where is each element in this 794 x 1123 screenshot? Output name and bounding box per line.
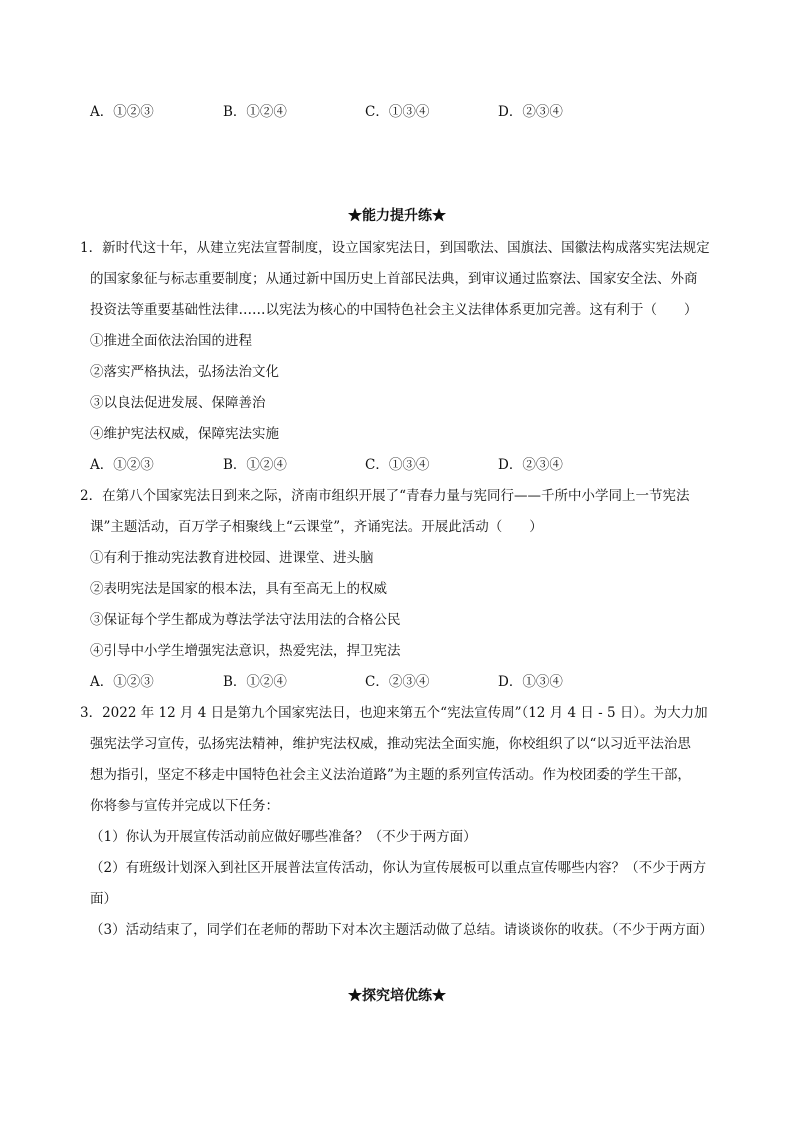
q3-stem-line: 你将参与宣传并完成以下任务： [90,798,279,814]
q1-stem-line: 投资法等重要基础性法律……以宪法为核心的中国特色社会主义法律体系更加完善。这有利于（ ） [90,302,698,318]
q3-subquestion: （2）有班级计划深入到社区开展普法宣传活动，你认为宣传展板可以重点宣传哪些内容？（不少于两方 [90,860,707,876]
q3-stem-line: 想为指引，坚定不移走中国特色社会主义法治道路”为主题的系列宣传活动。作为校团委的学生干部， [90,767,691,783]
q3-subquestion: （3）活动结束了，同学们在老师的帮助下对本次主题活动做了总结。请谈谈你的收获。（不少于两方面） [90,922,713,938]
q2-item: ④引导中小学生增强宪法意识，热爱宪法，捍卫宪法 [90,643,401,659]
option-b: B．①②④ [223,457,287,473]
option-a: A．①②③ [90,457,154,473]
q2-stem-line: 2．在第八个国家宪法日到来之际，济南市组织开展了“青春力量与宪同行——千所中小学同上一节宪法 [80,488,690,504]
option-a: A．①②③ [90,674,154,690]
q1-options-row [90,455,730,475]
q1-item: ①推进全面依法治国的进程 [90,333,252,349]
q1-item: ④维护宪法权威，保障宪法实施 [90,426,279,442]
option-d: D．②③④ [498,457,563,473]
q2-options-row [90,672,730,692]
q2-item: ①有利于推动宪法教育进校园、进课堂、进头脑 [90,550,374,566]
top-options-row [90,102,730,122]
option-c: C．②③④ [365,674,430,690]
option-a: A．①②③ [90,104,154,120]
option-b: B．①②④ [223,674,287,690]
q3-stem-line: 强宪法学习宣传，弘扬宪法精神，维护宪法权威，推动宪法全面实施，你校组织了以“以习近平法治思 [90,736,691,752]
q2-stem-line: 课”主题活动，百万学子相聚线上“云课堂”，齐诵宪法。开展此活动（ ） [90,519,543,535]
section-heading-explore: ★探究培优练★ [348,988,446,1004]
option-d: D．①③④ [498,674,563,690]
option-c: C．①③④ [365,457,430,473]
q1-item: ②落实严格执法，弘扬法治文化 [90,364,279,380]
option-d: D．②③④ [498,104,563,120]
q2-item: ②表明宪法是国家的根本法，具有至高无上的权威 [90,581,387,597]
option-b: B．①②④ [223,104,287,120]
q2-item: ③保证每个学生都成为尊法学法守法用法的合格公民 [90,612,401,628]
option-c: C．①③④ [365,104,430,120]
q1-stem-line: 1．新时代这十年，从建立宪法宣誓制度，设立国家宪法日，到国歌法、国旗法、国徽法构成落实宪法规定 [80,240,710,256]
section-heading-ability: ★能力提升练★ [348,208,446,224]
q1-item: ③以良法促进发展、保障善治 [90,395,266,411]
q3-stem-line: 3．2022 年 12 月 4 日是第九个国家宪法日，也迎来第五个“宪法宣传周”（12 月 4 日 - 5 日）。为大力加 [80,705,708,721]
q3-subquestion: （1）你认为开展宣传活动前应做好哪些准备？（不少于两方面） [90,829,477,845]
q1-stem-line: 的国家象征与标志重要制度；从通过新中国历史上首部民法典，到审议通过监察法、国家安全法、外商 [90,271,698,287]
q3-subquestion: 面） [90,891,117,907]
